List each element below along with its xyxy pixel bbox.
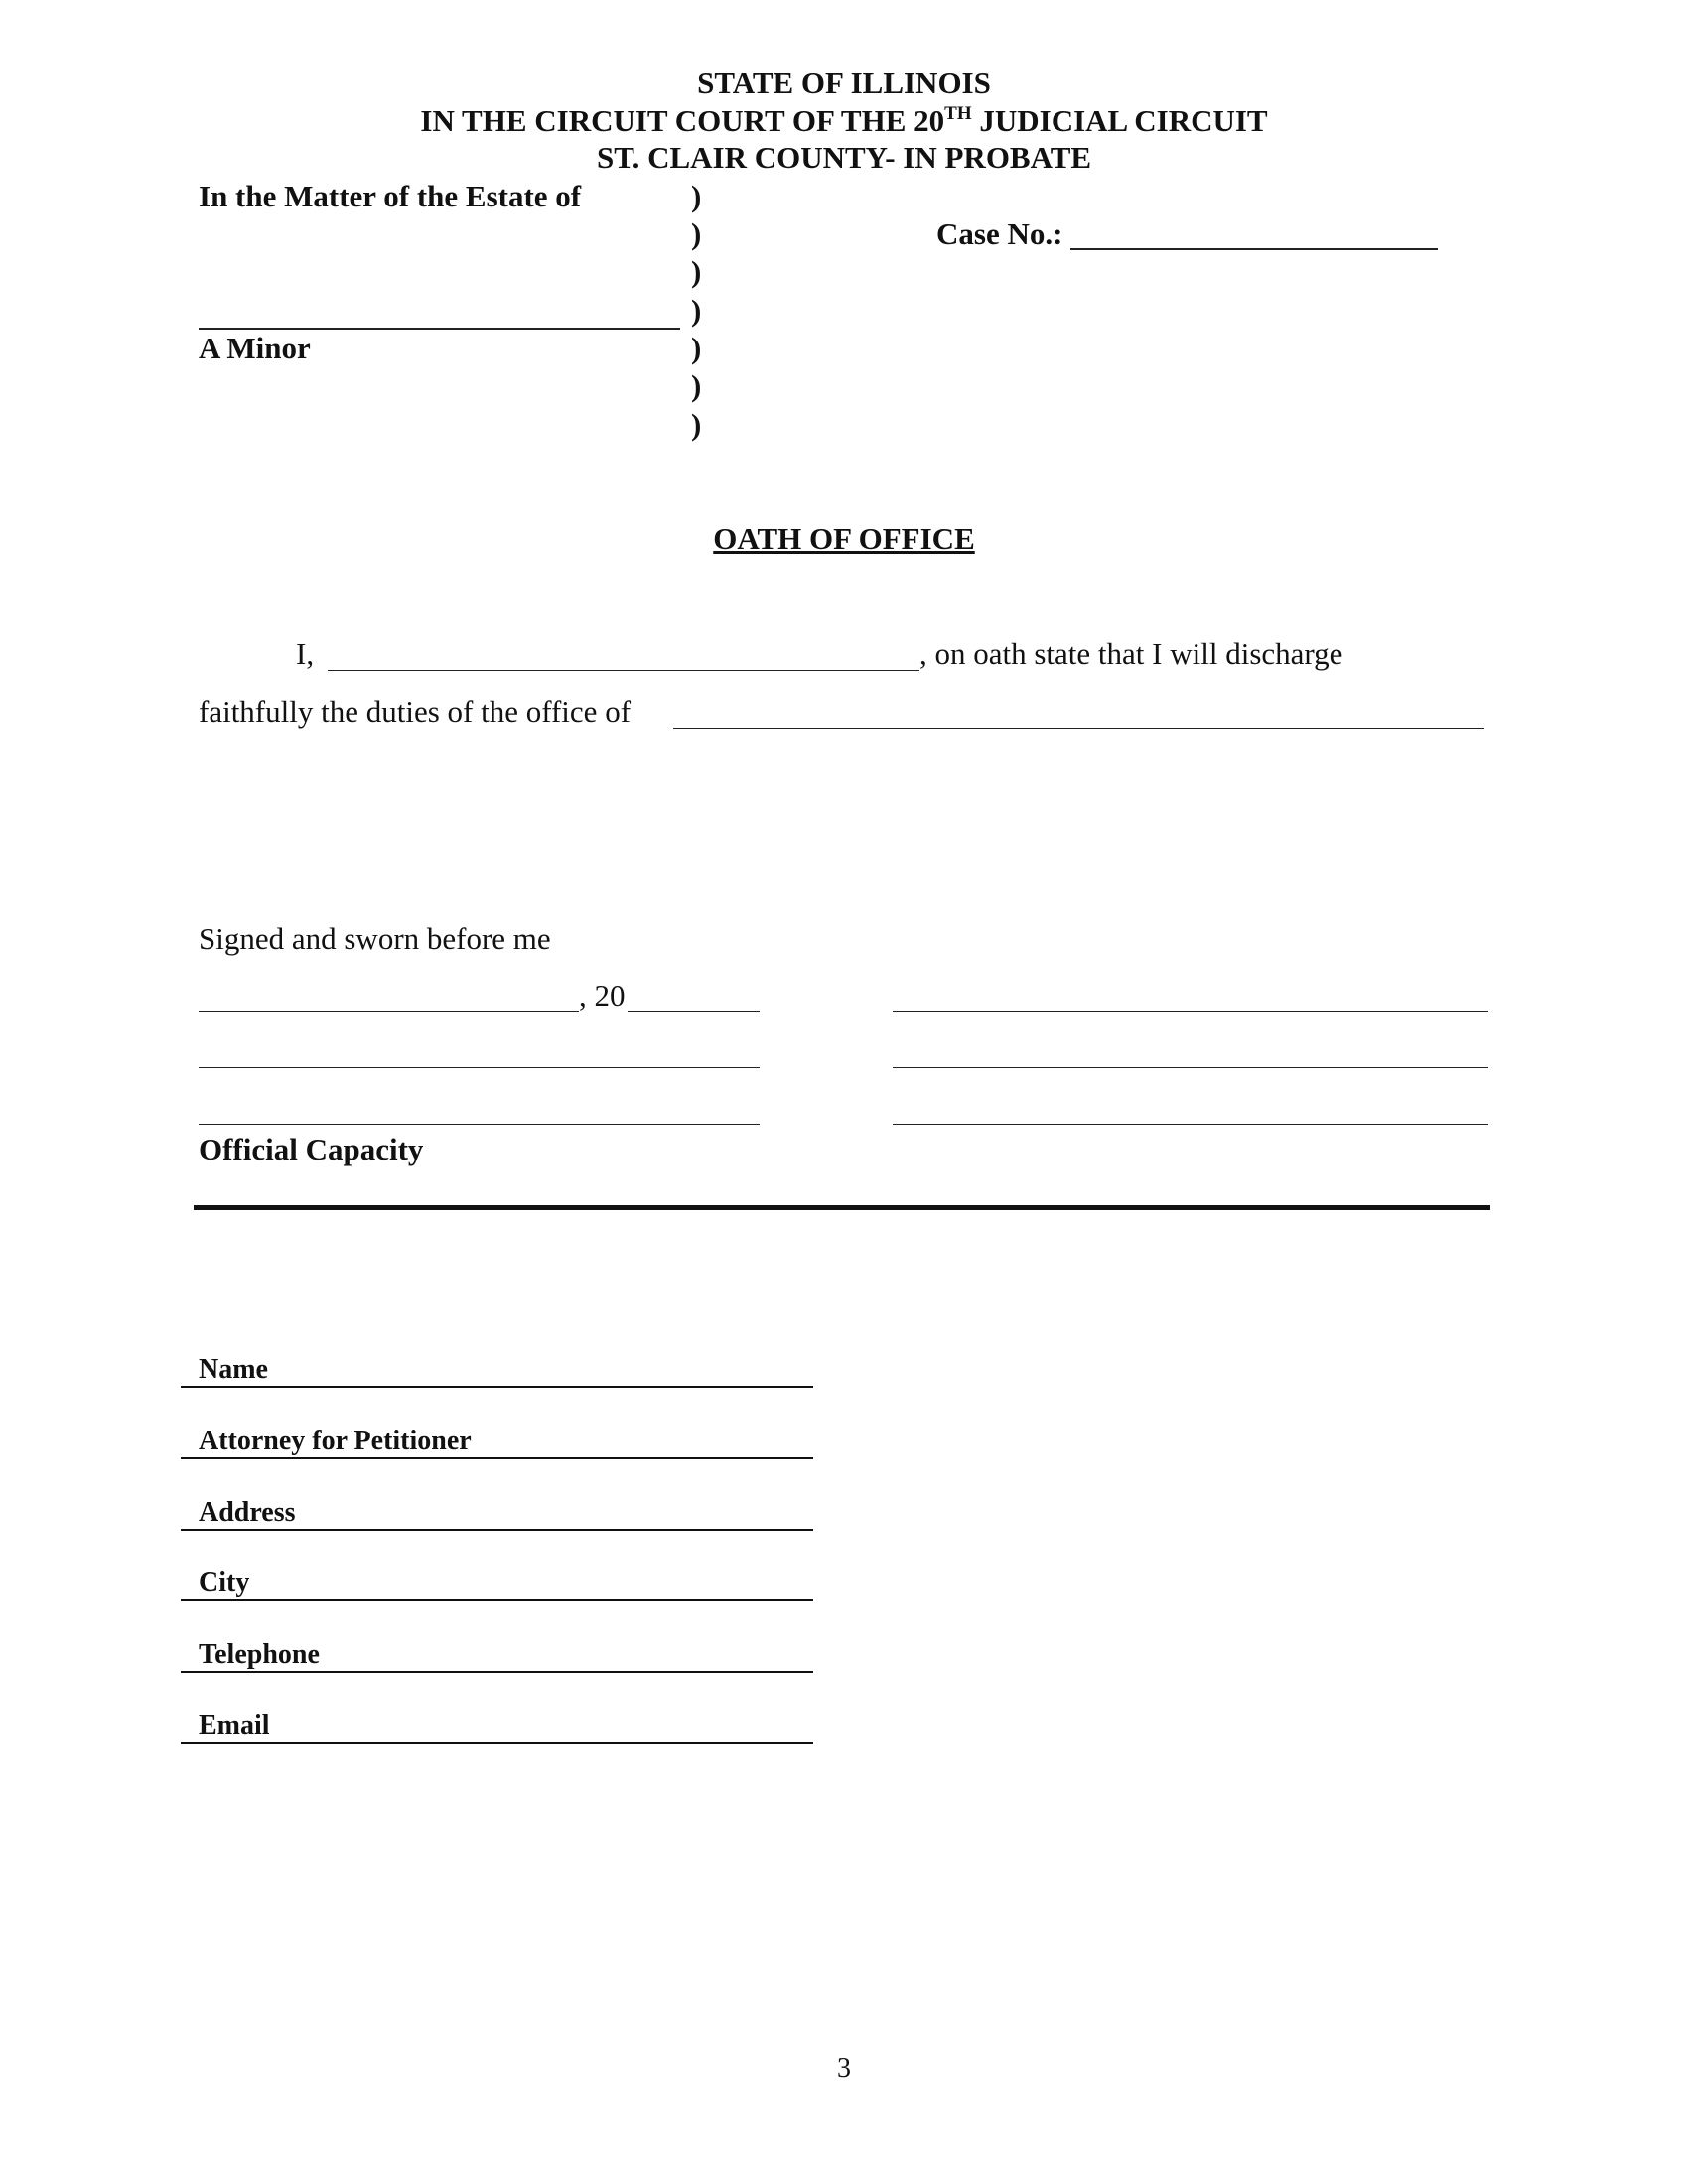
attorney-address-label: Address [199, 1497, 296, 1528]
oath-continuation: , on oath state that I will discharge [919, 636, 1343, 671]
header-state: STATE OF ILLINOIS [697, 66, 991, 100]
case-number-field[interactable] [1070, 248, 1438, 250]
attorney-name-label: Name [199, 1354, 268, 1385]
attorney-address-field[interactable] [181, 1529, 813, 1531]
sworn-date-field[interactable] [199, 1011, 579, 1012]
sworn-year-prefix: , 20 [579, 978, 626, 1013]
estate-matter-label: In the Matter of the Estate of [199, 179, 582, 213]
document-title: OATH OF OFFICE [713, 521, 975, 556]
attorney-city-label: City [199, 1568, 250, 1598]
caption-paren: ) [691, 216, 702, 251]
caption-paren: ) [691, 331, 702, 365]
oath-office-text: faithfully the duties of the office of [199, 694, 632, 729]
attorney-email-field[interactable] [181, 1742, 813, 1744]
oath-intro: I, [296, 636, 315, 671]
case-number-label: Case No.: [936, 216, 1063, 251]
signature-line-field[interactable] [893, 1067, 1488, 1068]
caption-paren: ) [691, 293, 702, 328]
header-county: ST. CLAIR COUNTY- IN PROBATE [596, 140, 1092, 175]
caption-paren: ) [691, 179, 702, 213]
office-field[interactable] [673, 728, 1484, 729]
attorney-city-field[interactable] [181, 1599, 813, 1601]
official-line-field[interactable] [199, 1067, 760, 1068]
sworn-label: Signed and sworn before me [199, 921, 551, 956]
minor-label: A Minor [199, 331, 311, 365]
caption-paren: ) [691, 407, 702, 442]
minor-name-field[interactable] [199, 328, 680, 330]
attorney-email-label: Email [199, 1710, 270, 1741]
caption-paren: ) [691, 368, 702, 403]
header-court-prefix: IN THE CIRCUIT COURT OF THE 20 [420, 103, 945, 138]
attorney-telephone-label: Telephone [199, 1639, 320, 1670]
section-divider [194, 1205, 1490, 1210]
signature-line-field[interactable] [893, 1011, 1488, 1012]
page-number: 3 [837, 2053, 851, 2084]
attorney-name-field[interactable] [181, 1386, 813, 1388]
official-capacity-label: Official Capacity [199, 1132, 424, 1166]
header-court-suffix: JUDICIAL CIRCUIT [971, 103, 1268, 138]
official-line-field[interactable] [199, 1124, 760, 1125]
attorney-telephone-field[interactable] [181, 1671, 813, 1673]
attorney-for-petitioner-field[interactable] [181, 1457, 813, 1459]
signature-line-field[interactable] [893, 1124, 1488, 1125]
oath-name-field[interactable] [328, 670, 919, 671]
attorney-for-petitioner-label: Attorney for Petitioner [199, 1426, 472, 1456]
header-court-superscript: TH [944, 103, 972, 124]
header-court [0, 103, 1688, 139]
sworn-year-field[interactable] [628, 1011, 760, 1012]
caption-paren: ) [691, 254, 702, 289]
